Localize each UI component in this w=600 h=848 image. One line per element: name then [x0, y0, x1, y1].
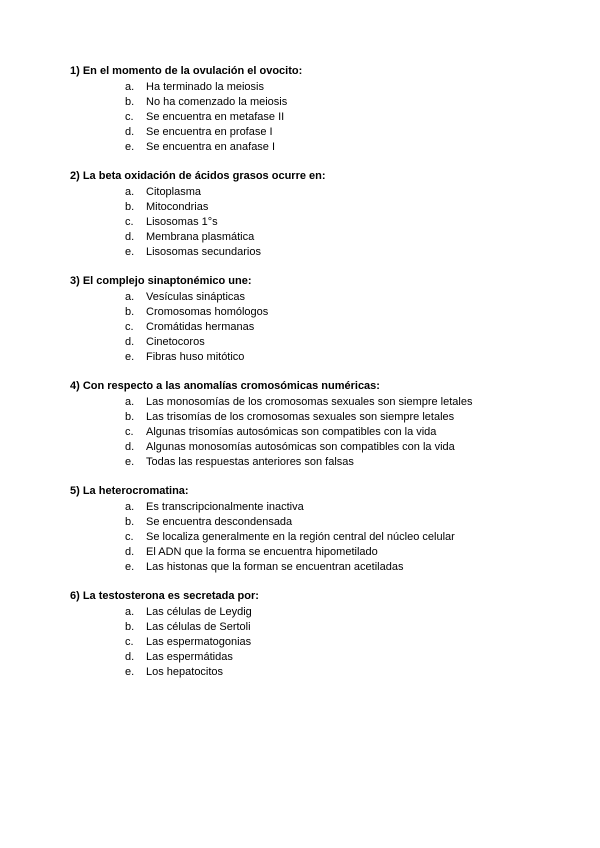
option-row	[70, 320, 550, 335]
option-letter: c.	[125, 426, 134, 438]
option-row	[70, 290, 550, 305]
options-list	[70, 605, 550, 680]
option-text: Se encuentra en profase I	[146, 126, 273, 138]
option-row	[70, 185, 550, 200]
option-row	[70, 605, 550, 620]
option-text: Se encuentra en anafase I	[146, 141, 276, 153]
option-row	[70, 305, 550, 320]
question-heading: 6) La testosterona es secretada por:	[70, 590, 259, 602]
option-letter: b.	[125, 516, 135, 528]
options-list	[70, 185, 550, 260]
option-text: Los hepatocitos	[146, 666, 224, 678]
option-text: Cinetocoros	[146, 336, 205, 348]
option-row	[70, 80, 550, 95]
option-letter: c.	[125, 531, 134, 543]
option-letter: d.	[125, 336, 135, 348]
option-row	[70, 440, 550, 455]
options-list	[70, 80, 550, 155]
option-text: Las monosomías de los cromosomas sexuales son siempre letales	[146, 396, 473, 408]
option-row	[70, 665, 550, 680]
option-text: Las espermátidas	[146, 651, 233, 663]
option-text: Las espermatogonias	[146, 636, 252, 648]
option-text: Las histonas que la forman se encuentran acetiladas	[146, 561, 404, 573]
question-block-3	[70, 274, 550, 365]
option-text: Fibras huso mitótico	[146, 351, 245, 363]
option-letter: c.	[125, 111, 134, 123]
option-row	[70, 425, 550, 440]
option-text: Cromosomas homólogos	[146, 306, 269, 318]
option-row	[70, 140, 550, 155]
option-row	[70, 515, 550, 530]
options-list	[70, 500, 550, 575]
option-row	[70, 395, 550, 410]
option-letter: a.	[125, 291, 135, 303]
option-text: Lisosomas secundarios	[146, 246, 261, 258]
option-text: Vesículas sinápticas	[146, 291, 246, 303]
question-block-4	[70, 379, 550, 470]
option-row	[70, 350, 550, 365]
option-text: Las células de Sertoli	[146, 621, 251, 633]
option-text: Ha terminado la meiosis	[146, 81, 264, 93]
question-heading: 5) La heterocromatina:	[70, 485, 189, 497]
option-text: Mitocondrias	[146, 201, 209, 213]
option-row	[70, 500, 550, 515]
option-letter: d.	[125, 441, 135, 453]
option-letter: d.	[125, 231, 135, 243]
option-text: Se localiza generalmente en la región central del núcleo celular	[146, 531, 455, 543]
option-text: Citoplasma	[146, 186, 202, 198]
option-text: Membrana plasmática	[146, 231, 255, 243]
option-row	[70, 230, 550, 245]
option-letter: e.	[125, 141, 135, 153]
option-letter: e.	[125, 561, 135, 573]
option-letter: e.	[125, 351, 135, 363]
option-row	[70, 635, 550, 650]
option-text: Es transcripcionalmente inactiva	[146, 501, 304, 513]
option-text: Las trisomías de los cromosomas sexuales son siempre letales	[146, 411, 455, 423]
option-letter: e.	[125, 246, 135, 258]
option-text: Todas las respuestas anteriores son falsas	[146, 456, 354, 468]
option-row	[70, 530, 550, 545]
option-row	[70, 95, 550, 110]
option-text: Algunas trisomías autosómicas son compatibles con la vida	[146, 426, 437, 438]
question-heading: 3) El complejo sinaptonémico une:	[70, 275, 252, 287]
option-row	[70, 110, 550, 125]
question-block-6	[70, 589, 550, 680]
option-letter: c.	[125, 636, 134, 648]
option-letter: a.	[125, 81, 135, 93]
option-letter: a.	[125, 396, 135, 408]
option-text: Se encuentra en metafase II	[146, 111, 285, 123]
option-row	[70, 125, 550, 140]
option-row	[70, 335, 550, 350]
question-heading: 1) En el momento de la ovulación el ovocito:	[70, 65, 303, 77]
option-letter: b.	[125, 96, 135, 108]
option-row	[70, 620, 550, 635]
option-row	[70, 545, 550, 560]
option-text: Las células de Leydig	[146, 606, 252, 618]
option-row	[70, 560, 550, 575]
option-text: Lisosomas 1°s	[146, 216, 218, 228]
option-row	[70, 410, 550, 425]
question-heading: 2) La beta oxidación de ácidos grasos ocurre en:	[70, 170, 326, 182]
option-letter: e.	[125, 666, 135, 678]
option-letter: c.	[125, 216, 134, 228]
question-heading: 4) Con respecto a las anomalías cromosómicas numéricas:	[70, 380, 380, 392]
option-letter: d.	[125, 651, 135, 663]
option-letter: d.	[125, 546, 135, 558]
question-block-1	[70, 64, 550, 155]
options-list	[70, 395, 550, 470]
option-text: Se encuentra descondensada	[146, 516, 293, 528]
option-row	[70, 650, 550, 665]
options-list	[70, 290, 550, 365]
option-text: Cromátidas hermanas	[146, 321, 255, 333]
option-letter: a.	[125, 186, 135, 198]
option-letter: b.	[125, 306, 135, 318]
option-text: Algunas monosomías autosómicas son compatibles con la vida	[146, 441, 455, 453]
option-letter: a.	[125, 501, 135, 513]
option-letter: c.	[125, 321, 134, 333]
option-letter: b.	[125, 201, 135, 213]
option-letter: e.	[125, 456, 135, 468]
option-text: El ADN que la forma se encuentra hipometilado	[146, 546, 378, 558]
option-letter: a.	[125, 606, 135, 618]
option-row	[70, 245, 550, 260]
option-letter: b.	[125, 411, 135, 423]
option-row	[70, 200, 550, 215]
option-letter: b.	[125, 621, 135, 633]
option-row	[70, 215, 550, 230]
option-row	[70, 455, 550, 470]
question-block-2	[70, 169, 550, 260]
question-block-5	[70, 484, 550, 575]
option-text: No ha comenzado la meiosis	[146, 96, 288, 108]
option-letter: d.	[125, 126, 135, 138]
